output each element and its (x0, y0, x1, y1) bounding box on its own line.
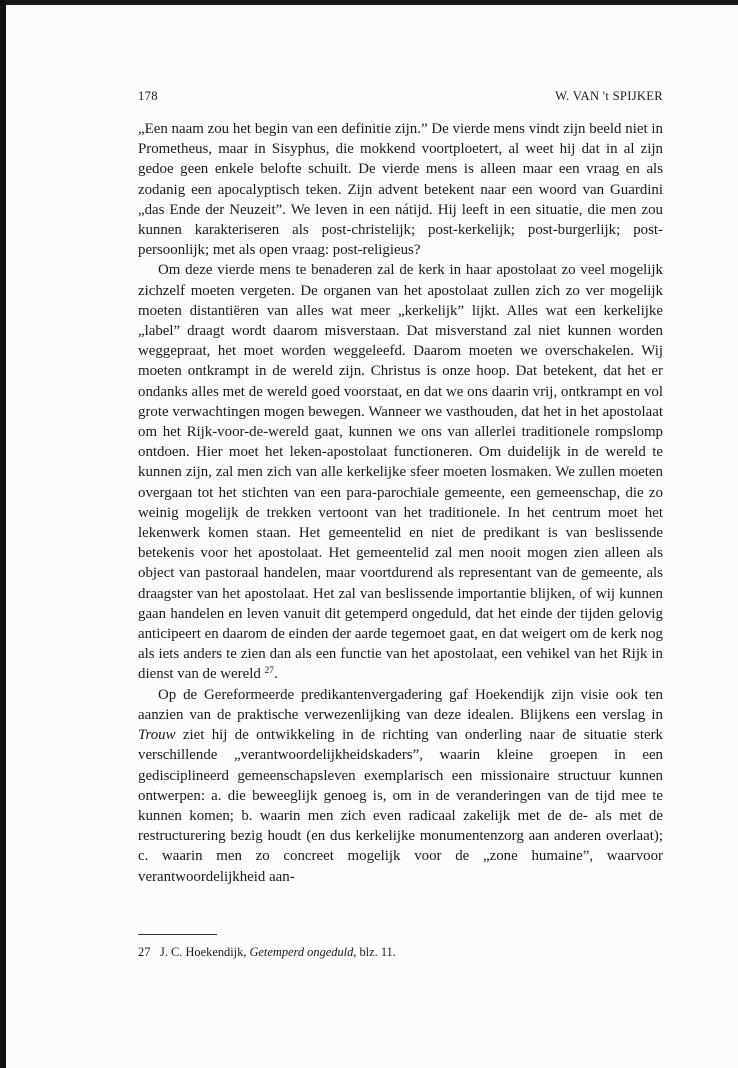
paragraph (138, 260, 663, 684)
text-run: „Een naam zou het begin van een definitie zijn.” De vierde mens vindt zijn beeld niet in Prometheus, maar in Sisyphus, die mokkend voortploetert, al weet hij dat in al zijn gedoe geen enkele belofte schuilt. De vierde mens is alleen maar een vraag en als zodanig een apocalyptisch teken. Zijn advent betekent naar een woord van Guardini „das Ende der Neuzeit”. We leven in een nátijd. Hij leeft in een situatie, die men zou kunnen karakteriseren als post-christelijk; post-kerkelijk; post-burgerlijk; post-persoonlijk; met als open vraag: post-religieus? (138, 121, 663, 259)
text-run: ziet hij de ontwikkeling in de richting van onderling naar de situatie sterk verschillende „verantwoordelijkheidskaders”, waarin kleine groepen in een gedisciplineerd gemeenschapsleven exemplarisch een missionaire structuur kunnen ontwerpen: a. die beweeglijk genoeg is, om in de veranderingen van de tijd mee te kunnen komen; b. waarin men zich even radicaal zakelijk met de de- als met de restructurering bezig houdt (en dus kerkelijke monumentenzorg aan anderen overlaat); c. waarin men zo concreet mogelijk voor de „zone humaine”, waarvoor verantwoordelijkheid aan- (138, 727, 663, 885)
footnote-ref: 27 (264, 666, 275, 677)
footnote-rule (138, 934, 217, 935)
page-number: 178 (138, 89, 158, 103)
paragraph (138, 119, 663, 260)
footnote-title: Getemperd ongeduld, (249, 945, 357, 959)
running-head: W. VAN 't SPIJKER (555, 89, 663, 103)
footnote-rest: blz. 11. (356, 945, 396, 959)
text-run: Op de Gereformeerde predikantenvergadering gaf Hoekendijk zijn visie ook ten aanzien van de praktische verwezenlijking van deze idealen. Blijkens een verslag in (138, 686, 663, 723)
body-text (138, 119, 663, 887)
italic-text: Trouw (138, 727, 176, 744)
footnote (138, 944, 663, 960)
footnote-number: 27 (138, 945, 151, 959)
text-run: Om deze vierde mens te benaderen zal de kerk in haar apostolaat zo veel mogelijk zichzelf moeten vergeten. De organen van het apostolaat zullen zich zo ver mogelijk moeten distantiëren van alles wat meer „kerkelijk” lijkt. Alles wat een kerkelijke „label” draagt wordt daarom misverstaan. Dat misverstand zal niet kunnen worden weggepraat, het moet worden weggeleefd. Daarom moeten we overschakelen. Wij moeten ontkrampt in de wereld zijn. Christus is onze hoop. Dat betekent, dat het er ondanks alles met de wereld goed voorstaat, en dat we ons daarin vrij, ontkrampt en vol grote verwachtingen mogen bewegen. Wanneer we vasthouden, dat het in het apostolaat om het Rijk-voor-de-wereld gaat, kunnen we ons van allerlei traditionele rompslomp ontdoen. Hier moet het leken-apostolaat functioneren. Om duidelijk in de wereld te kunnen zijn, zal men zich van alle kerkelijke sfeer moeten losmaken. We zullen moeten overgaan tot het stichten van een para-parochiale gemeente, een gemeenschap, die zo weinig mogelijk de trekken vertoont van het traditionele. In het centrum moet het lekenwerk komen staan. Het gemeentelid en niet de predikant is van beslissende betekenis voor het apostolaat. Het gemeentelid zal men nooit mogen zien alleen als object van pastoraal handelen, maar voortdurend als representant van de gemeente, als draagster van het apostolaat. Het zal van beslissende importantie blijken, of wij kunnen gaan handelen en leven vanuit dit getemperd ongeduld, dat het einde der tijden gelovig anticipeert en daarom de einden der aarde tegemoet gaat, en dat weigert om de kerk nog als iets anders te zien dan als een functie van het apostolaat, een vehikel van het Rijk in dienst van de wereld (138, 262, 663, 683)
footnote-author: J. C. Hoekendijk, (160, 945, 250, 959)
page-header (138, 89, 663, 109)
paragraph (138, 685, 663, 887)
text-run: . (274, 666, 278, 683)
